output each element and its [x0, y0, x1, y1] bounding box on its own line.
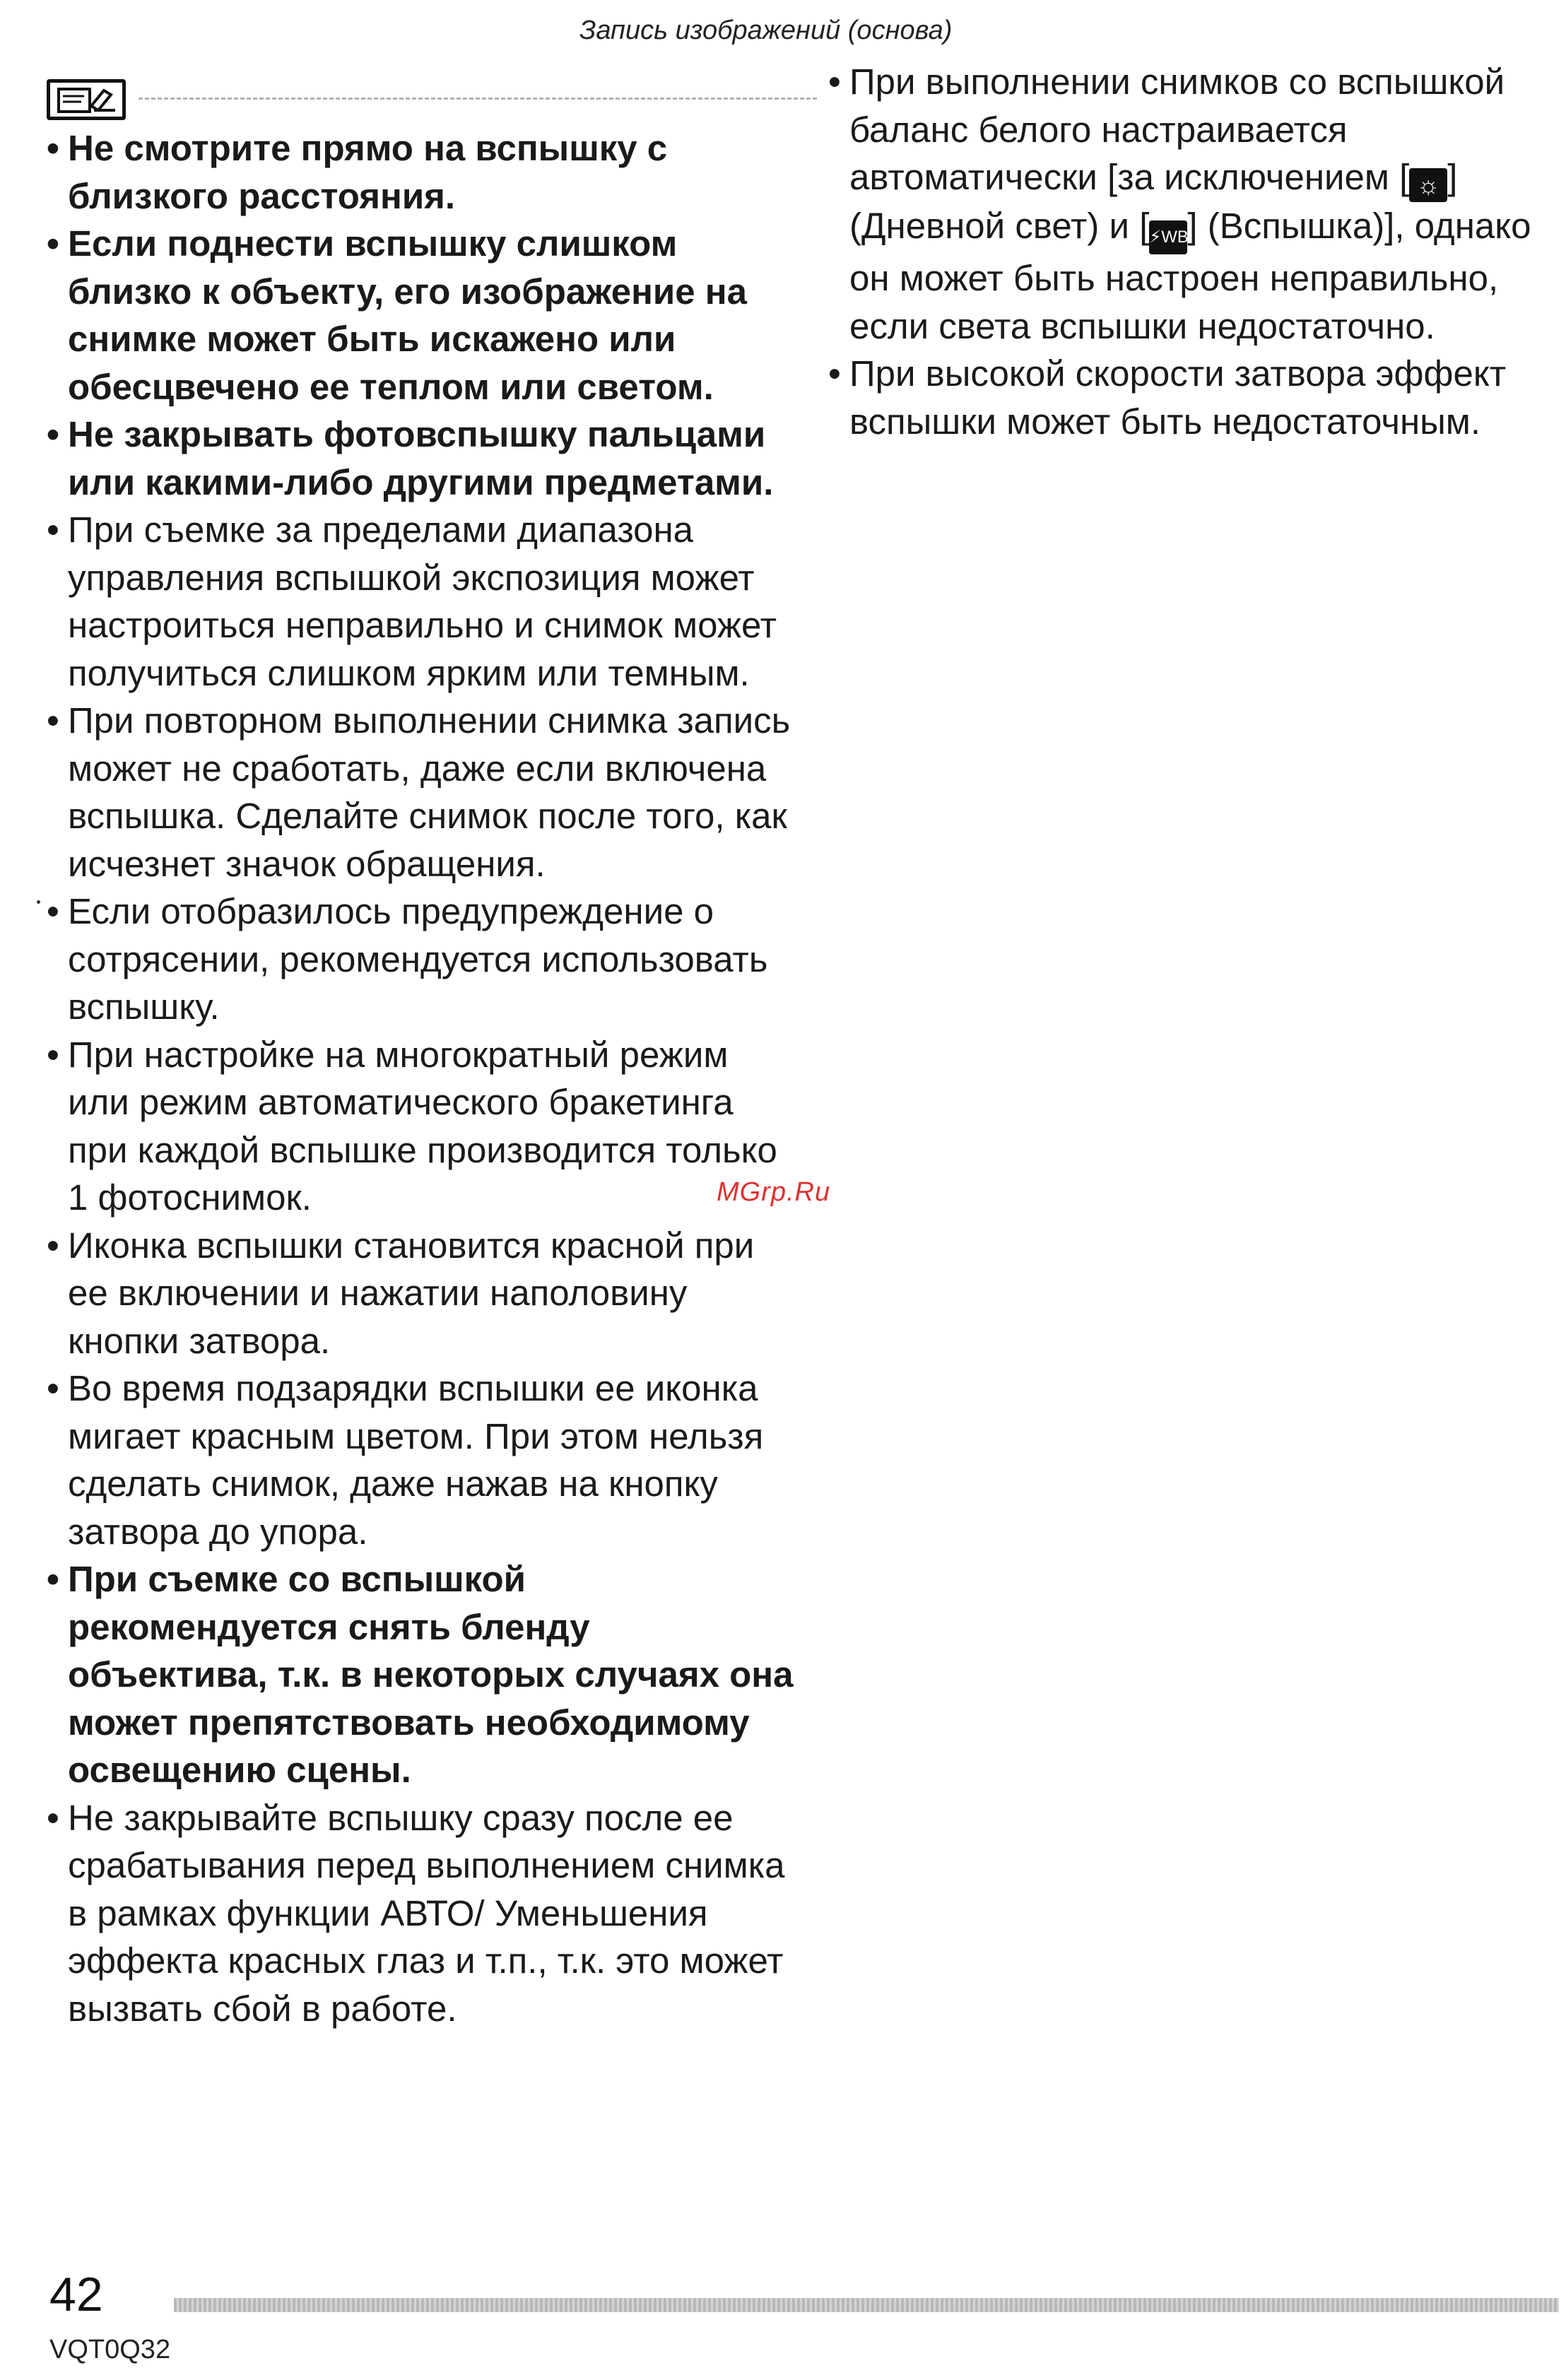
list-item: • Не закрывайте вспышку сразу после ее срабатывания перед выполнением снимка в рамках функции АВТО/ Уменьшения эффекта красных глаз и т.п., т.к. это может вызвать сбой в работе.: [47, 1797, 785, 2029]
list-item: • При повторном выполнении снимка запись может не сработать, даже если включена вспышка. Сделайте снимок после того, как исчезнет значок обращения.: [47, 700, 791, 884]
model-code: VQT0Q32: [49, 2335, 171, 2364]
right-column: [828, 58, 1556, 445]
sun-icon: ☼: [1409, 168, 1447, 202]
list-item: • Иконка вспышки становится красной при ее включении и нажатии наполовину кнопки затвора.: [47, 1225, 755, 1361]
running-head: Запись изображений (основа): [579, 16, 953, 45]
watermark: MGrp.Ru: [717, 1177, 831, 1207]
footer-bar: [174, 2298, 1559, 2312]
list-item: • При съемке со вспышкой рекомендуется снять бленду объектива, т.к. в некоторых случаях она может препятствовать необходимому освещению сцены.: [47, 1559, 794, 1790]
flash-wb-icon: ⚡WB: [1149, 220, 1187, 254]
list-item: • При выполнении снимков со вспышкой баланс белого настраивается автоматически [за исключением [ ☼ ] (Дневной свет) и [⚡WB] (Вспышка)], однако он может быть настроен неправильно, если света вспышки недостаточно.: [828, 61, 1531, 346]
note-hand-icon: [47, 79, 126, 120]
page-number: 42: [49, 2268, 103, 2321]
note-header: [47, 76, 782, 123]
note-divider: [139, 98, 817, 100]
list-item: • Во время подзарядки вспышки ее иконка мигает красным цветом. При этом нельзя сделать снимок, даже нажав на кнопку затвора до упора.: [47, 1368, 764, 1552]
scan-speck: [37, 900, 40, 904]
list-item: • Если отобразилось предупреждение о сотрясении, рекомендуется использовать вспышку.: [47, 891, 768, 1027]
list-item: • При высокой скорости затвора эффект вспышки может быть недостаточным.: [828, 353, 1507, 442]
list-item: • Не закрывать фотовспышку пальцами или какими-либо другими предметами.: [47, 414, 774, 502]
list-item: • При настройке на многократный режим или режим автоматического бракетинга при каждой вспышке производится только 1 фотоснимок.: [47, 1034, 777, 1218]
list-item: • При съемке за пределами диапазона управления вспышкой экспозиция может настроиться неправильно и снимок может получиться слишком ярким или темным.: [47, 509, 777, 693]
list-item: • Если поднести вспышку слишком близко к объекту, его изображение на снимке может быть искажено или обесцвечено ее теплом или светом.: [47, 223, 747, 407]
left-column: [47, 124, 796, 2032]
list-item: • Не смотрите прямо на вспышку с близкого расстояния.: [47, 128, 668, 216]
